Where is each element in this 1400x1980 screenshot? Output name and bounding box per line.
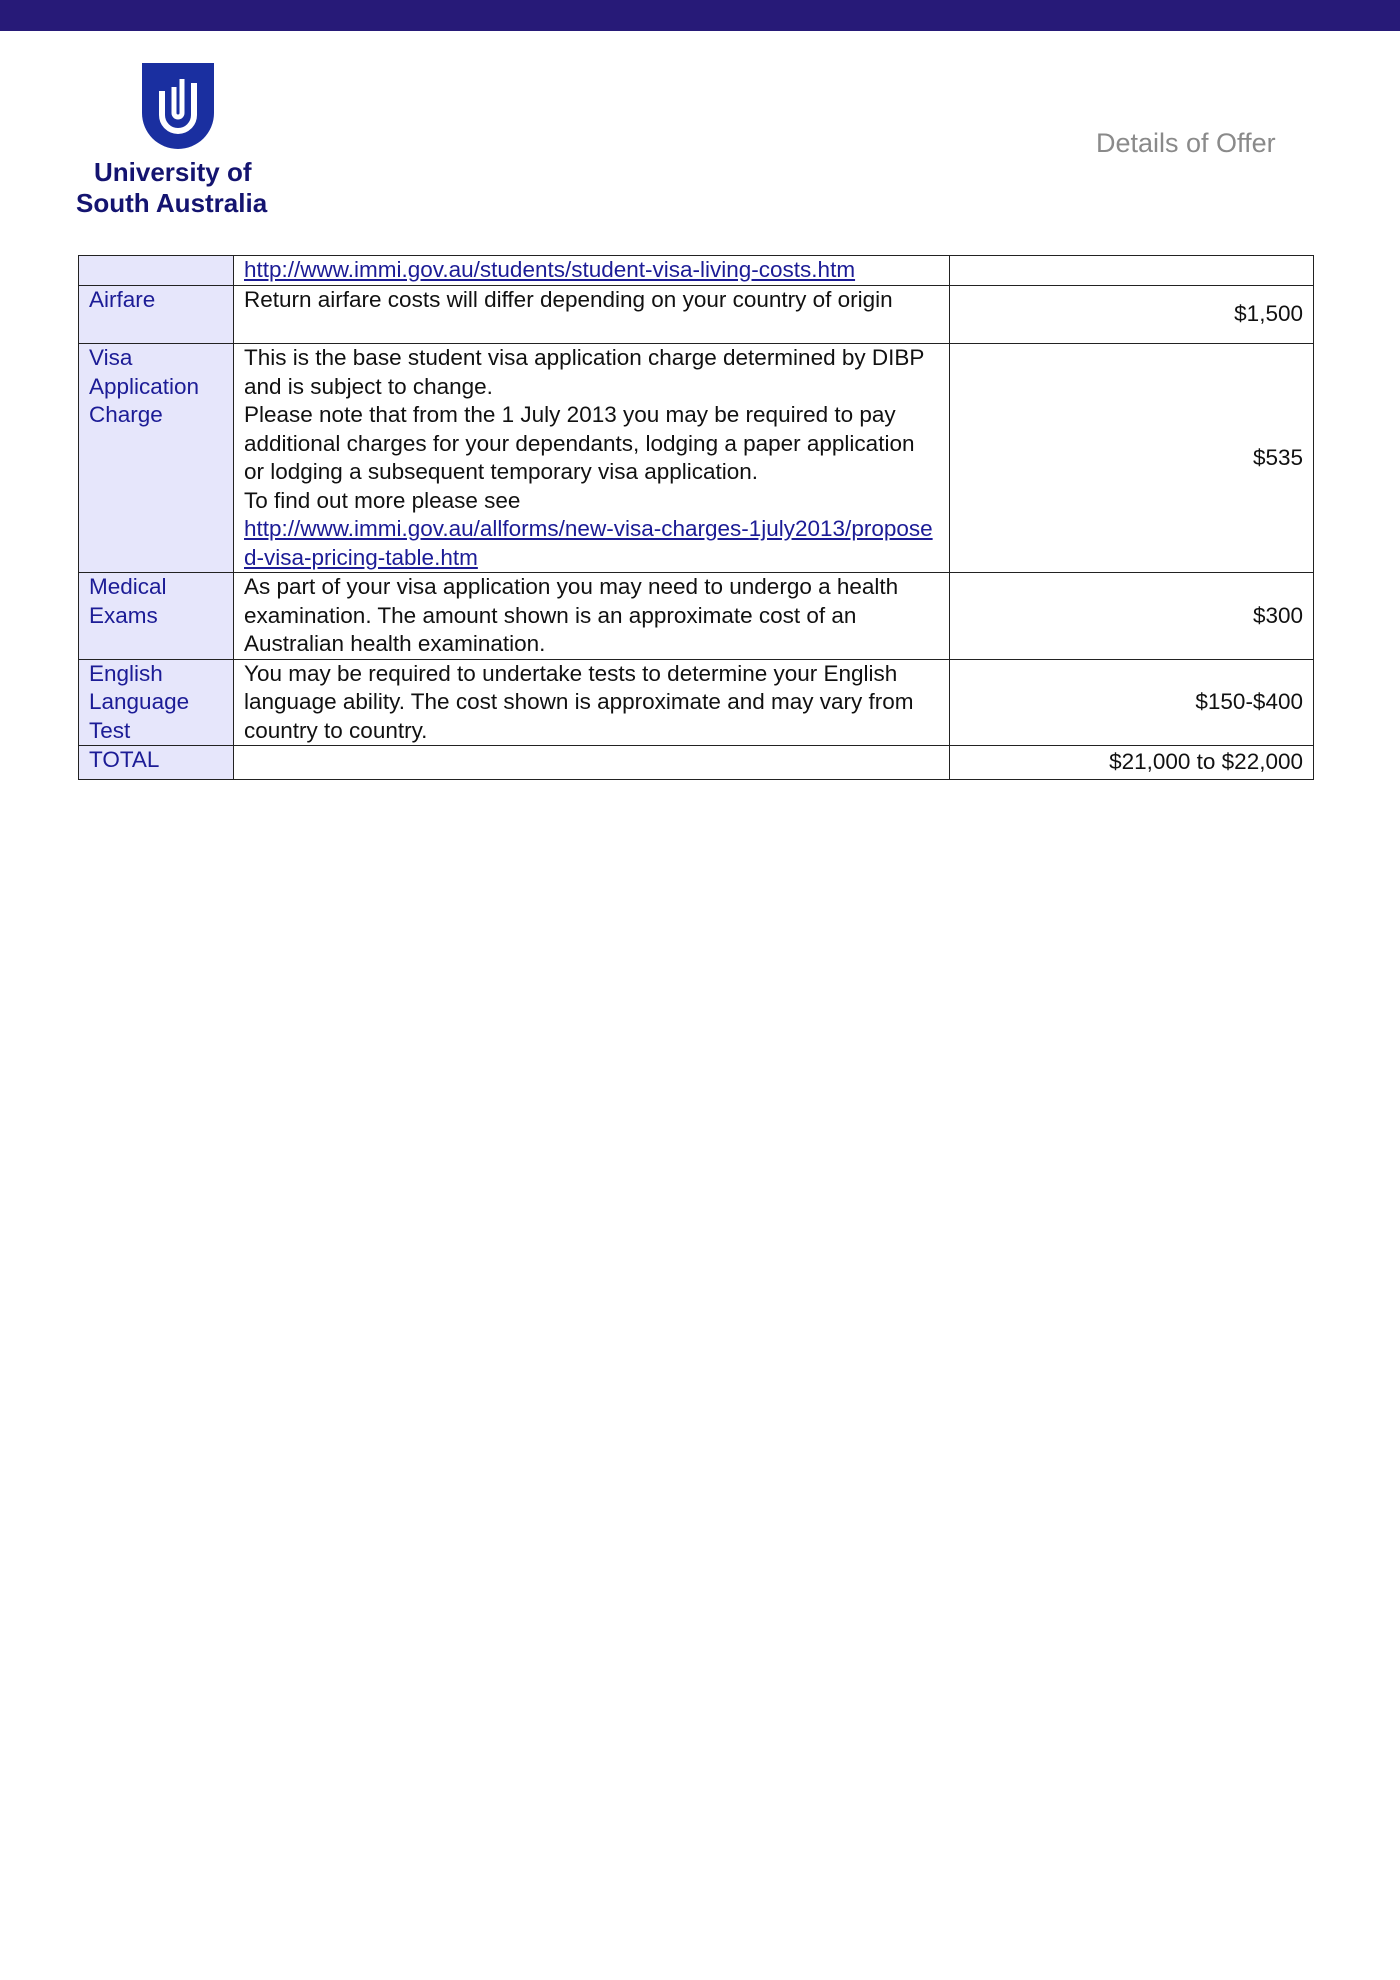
row-description: As part of your visa application you may need to undergo a health examination. The amount shown is an approximate cost of an Australian health examination. [234, 573, 950, 660]
table-row [79, 256, 1314, 286]
row-label: Airfare [79, 286, 234, 344]
unisa-shield-icon [142, 63, 214, 149]
costs-table [78, 255, 1314, 780]
table-row [79, 286, 1314, 344]
row-description: This is the base student visa application charge determined by DIBP and is subject to change. [244, 345, 924, 399]
document-title: Details of Offer [1096, 128, 1276, 158]
table-row [79, 659, 1314, 746]
row-description: Return airfare costs will differ depending on your country of origin [234, 286, 950, 344]
row-description: Please note that from the 1 July 2013 you may be required to pay additional charges for your dependants, lodging a paper application or lodging a subsequent temporary visa application. [244, 402, 915, 484]
row-label: Medical Exams [79, 573, 234, 660]
row-amount: $1,500 [950, 286, 1314, 344]
row-amount: $300 [950, 573, 1314, 660]
row-amount: $535 [950, 344, 1314, 573]
row-description: You may be required to undertake tests to determine your English language ability. The cost shown is approximate and may vary from country to country. [234, 659, 950, 746]
row-label [79, 256, 234, 286]
row-description: To find out more please see [244, 487, 521, 513]
table-row-total [79, 746, 1314, 780]
row-label: Visa Application Charge [79, 344, 234, 573]
row-label: TOTAL [79, 746, 234, 780]
brand-header-bar [0, 0, 1400, 31]
logo-line-2: South Australia [76, 188, 268, 218]
table-row [79, 573, 1314, 660]
visa-pricing-link[interactable]: http://www.immi.gov.au/allforms/new-visa-charges-1july2013/proposed-visa-pricing-table.htm [244, 516, 933, 570]
table-row [79, 344, 1314, 573]
living-costs-link[interactable]: http://www.immi.gov.au/students/student-visa-living-costs.htm [244, 257, 856, 282]
total-amount: $21,000 to $22,000 [950, 746, 1314, 780]
row-description-empty [234, 746, 950, 780]
row-amount [950, 256, 1314, 286]
row-label: English Language Test [79, 659, 234, 746]
row-amount: $150-$400 [950, 659, 1314, 746]
logo-line-1: University of [94, 157, 252, 187]
